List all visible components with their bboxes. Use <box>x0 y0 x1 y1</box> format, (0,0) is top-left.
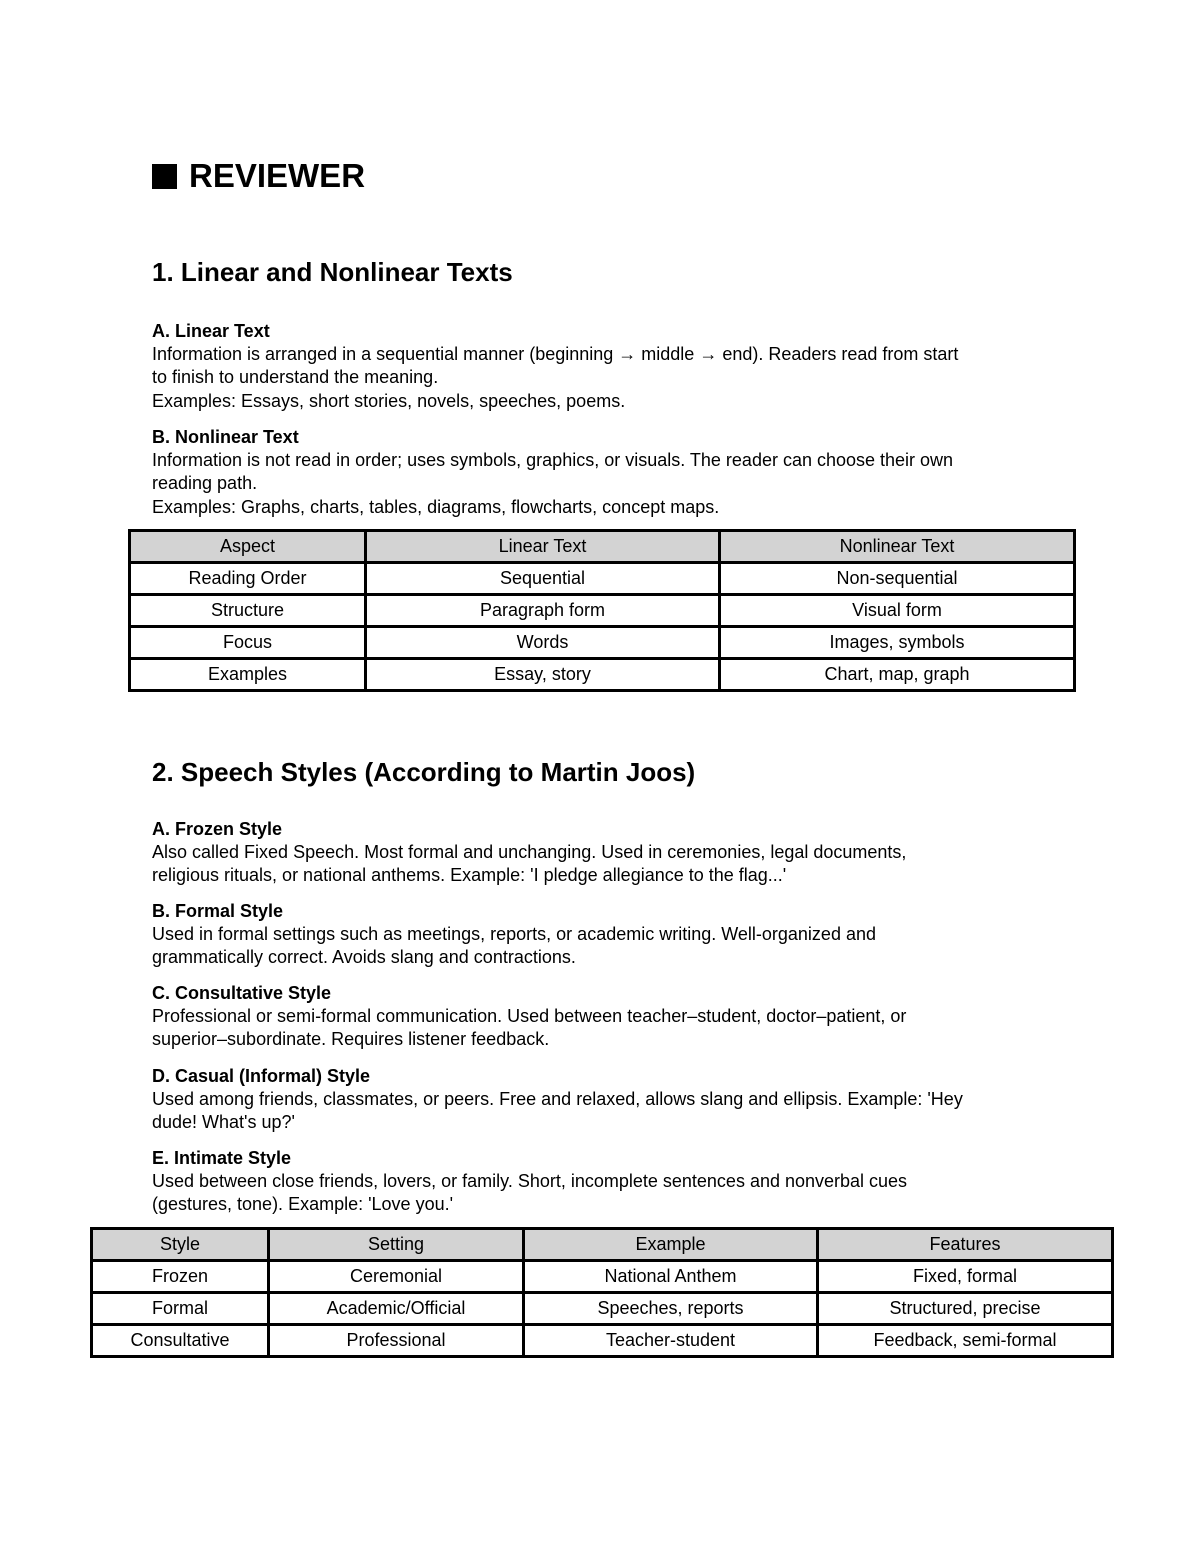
subheading-intimate-style: E. Intimate Style <box>152 1148 292 1168</box>
linear-text-block <box>152 320 1052 413</box>
table-cell: Feedback, semi-formal <box>818 1325 1113 1357</box>
table-cell: Fixed, formal <box>818 1261 1113 1293</box>
paragraph-line: Information is arranged in a sequential manner (beginning → middle → end). Readers read from start <box>152 344 959 364</box>
table-row <box>130 563 1075 595</box>
table-cell: Consultative <box>92 1325 269 1357</box>
table-cell: Speeches, reports <box>524 1293 818 1325</box>
table-cell: Teacher-student <box>524 1325 818 1357</box>
table-cell: Structured, precise <box>818 1293 1113 1325</box>
table-row <box>130 659 1075 691</box>
table-cell: Structure <box>130 595 366 627</box>
table-cell: Images, symbols <box>720 627 1075 659</box>
casual-style-block <box>152 1065 1052 1135</box>
frozen-style-block <box>152 818 1052 888</box>
paragraph-line: Used among friends, classmates, or peers. Free and relaxed, allows slang and ellipsis. Example: 'Hey <box>152 1089 963 1109</box>
section-heading-speech-styles: 2. Speech Styles (According to Martin Joos) <box>152 757 696 787</box>
table-cell: National Anthem <box>524 1261 818 1293</box>
table-cell: Paragraph form <box>366 595 720 627</box>
document-title <box>152 152 365 200</box>
table-header-cell: Aspect <box>130 531 366 563</box>
table-row <box>130 595 1075 627</box>
subheading-linear-text: A. Linear Text <box>152 321 270 341</box>
table-header-cell: Features <box>818 1229 1113 1261</box>
paragraph-line: Used between close friends, lovers, or family. Short, incomplete sentences and nonverbal cues <box>152 1171 908 1191</box>
intimate-style-block <box>152 1147 1052 1217</box>
paragraph-line: Professional or semi-formal communication. Used between teacher–student, doctor–patient, or <box>152 1006 907 1026</box>
table-header-cell: Nonlinear Text <box>720 531 1075 563</box>
table-header-row <box>130 531 1075 563</box>
table-cell: Reading Order <box>130 563 366 595</box>
table-header-row <box>92 1229 1113 1261</box>
paragraph-line: Information is not read in order; uses symbols, graphics, or visuals. The reader can choose their own <box>152 450 954 470</box>
paragraph-line: dude! What's up?' <box>152 1112 295 1133</box>
formal-style-block <box>152 900 1052 970</box>
table-cell: Examples <box>130 659 366 691</box>
subheading-casual-style: D. Casual (Informal) Style <box>152 1066 371 1086</box>
table-cell: Essay, story <box>366 659 720 691</box>
paragraph-line: Used in formal settings such as meetings, reports, or academic writing. Well-organized and <box>152 924 876 944</box>
subheading-nonlinear-text: B. Nonlinear Text <box>152 427 299 447</box>
table-header-cell: Style <box>92 1229 269 1261</box>
table-cell: Visual form <box>720 595 1075 627</box>
examples-line: Examples: Graphs, charts, tables, diagrams, flowcharts, concept maps. <box>152 496 720 517</box>
table-cell: Chart, map, graph <box>720 659 1075 691</box>
paragraph-line: superior–subordinate. Requires listener feedback. <box>152 1029 550 1050</box>
table-row <box>92 1325 1113 1357</box>
paragraph-line: Also called Fixed Speech. Most formal and unchanging. Used in ceremonies, legal documents, <box>152 842 907 862</box>
table-cell: Non-sequential <box>720 563 1075 595</box>
square-bullet-icon <box>152 164 177 189</box>
examples-line: Examples: Essays, short stories, novels, speeches, poems. <box>152 390 626 411</box>
nonlinear-text-block <box>152 426 1052 519</box>
consultative-style-block <box>152 982 1052 1052</box>
paragraph-line: (gestures, tone). Example: 'Love you.' <box>152 1194 454 1215</box>
document-title-text: REVIEWER <box>189 157 366 194</box>
paragraph-line: religious rituals, or national anthems. Example: 'I pledge allegiance to the flag...' <box>152 865 787 886</box>
table-cell: Formal <box>92 1293 269 1325</box>
subheading-consultative-style: C. Consultative Style <box>152 983 332 1003</box>
table-cell: Sequential <box>366 563 720 595</box>
table-cell: Frozen <box>92 1261 269 1293</box>
paragraph-line: reading path. <box>152 473 258 494</box>
table-header-cell: Example <box>524 1229 818 1261</box>
paragraph-line: to finish to understand the meaning. <box>152 367 439 388</box>
paragraph-line: grammatically correct. Avoids slang and contractions. <box>152 947 576 968</box>
table-cell: Academic/Official <box>269 1293 524 1325</box>
table-cell: Professional <box>269 1325 524 1357</box>
subheading-formal-style: B. Formal Style <box>152 901 284 921</box>
table-cell: Focus <box>130 627 366 659</box>
table-row <box>92 1293 1113 1325</box>
table-cell: Words <box>366 627 720 659</box>
table-cell: Ceremonial <box>269 1261 524 1293</box>
table-header-cell: Linear Text <box>366 531 720 563</box>
section-heading-linear-nonlinear: 1. Linear and Nonlinear Texts <box>152 257 513 287</box>
comparison-table-linear-nonlinear <box>128 529 1076 692</box>
speech-styles-table <box>90 1227 1114 1358</box>
table-row <box>130 627 1075 659</box>
table-row <box>92 1261 1113 1293</box>
table-header-cell: Setting <box>269 1229 524 1261</box>
subheading-frozen-style: A. Frozen Style <box>152 819 283 839</box>
